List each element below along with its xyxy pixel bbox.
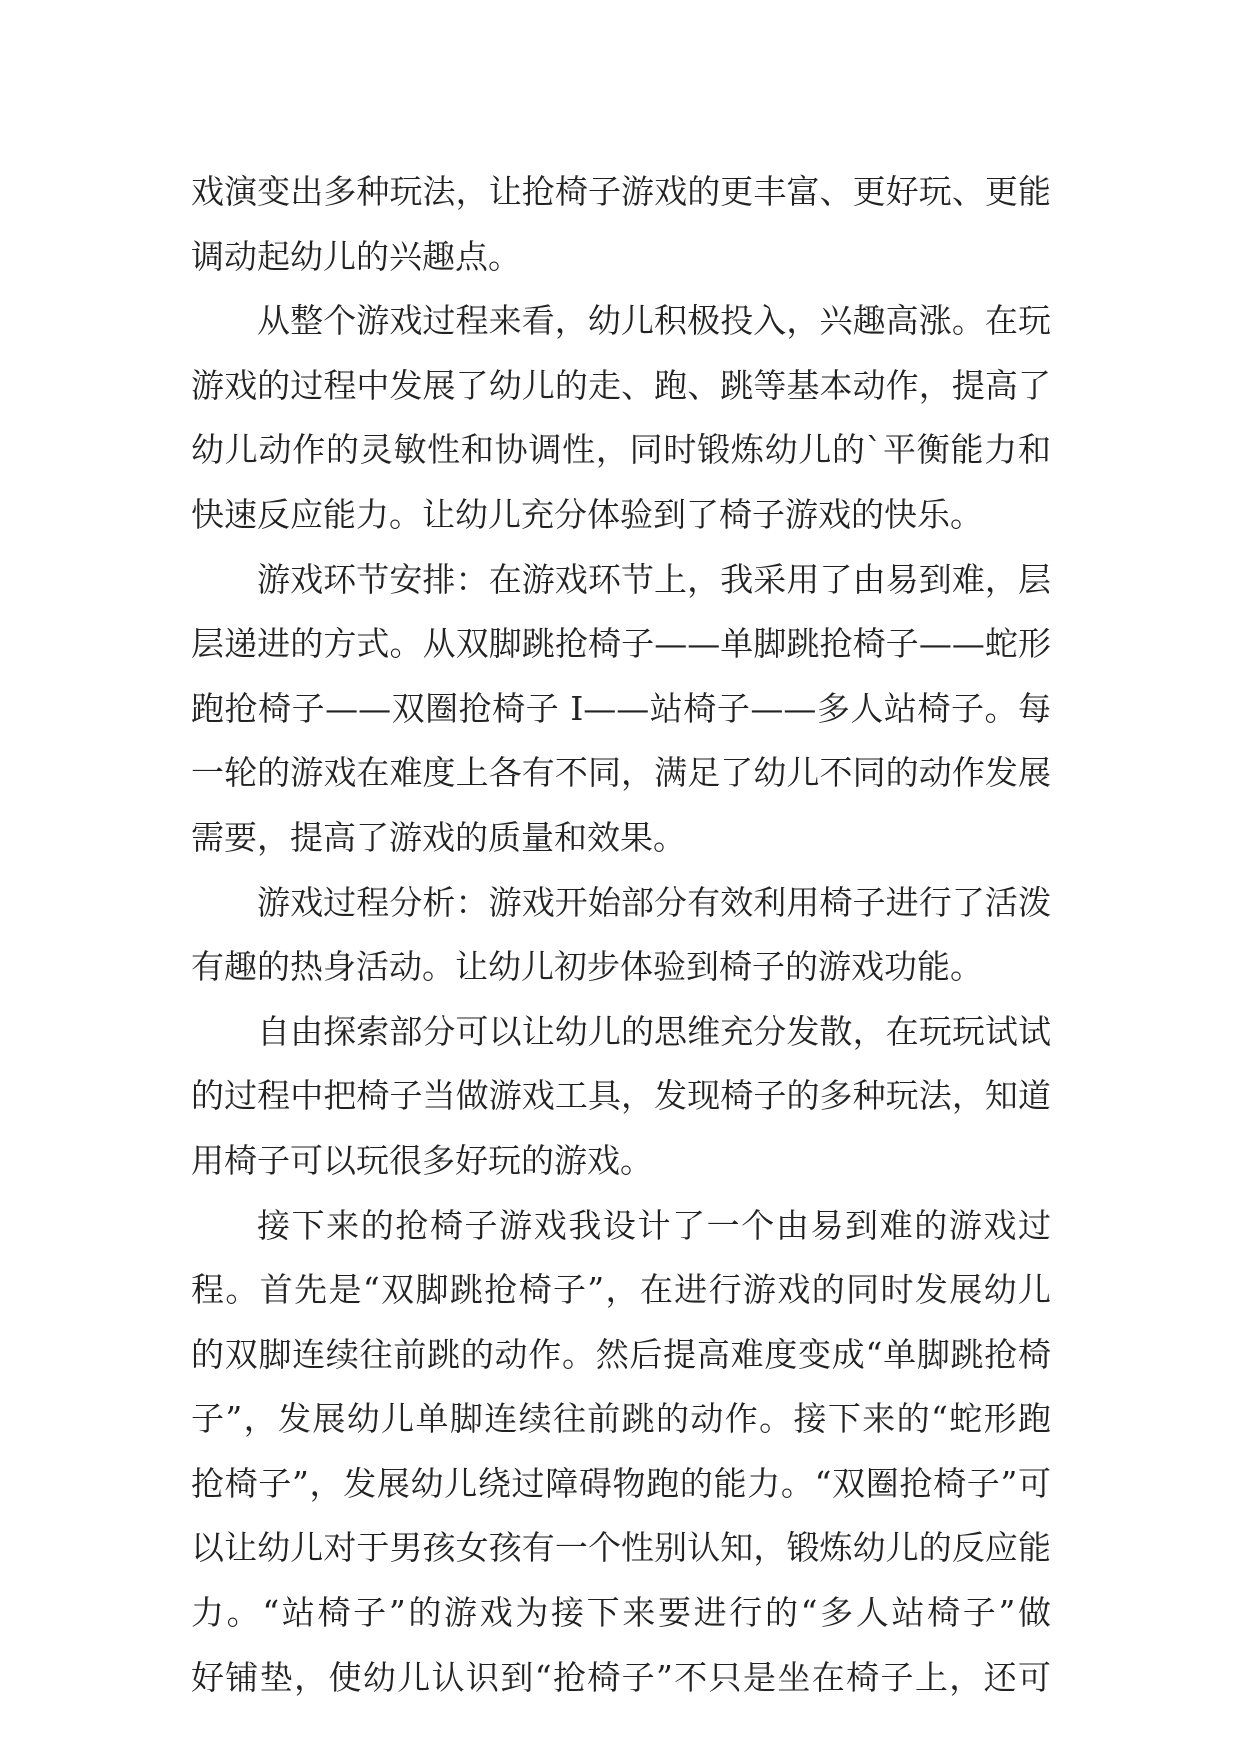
text-line: 好铺垫，使幼儿认识到“抢椅子”不只是坐在椅子上，还可 — [191, 1657, 1051, 1697]
text-line: 游戏的过程中发展了幼儿的走、跑、跳等基本动作，提高了 — [191, 365, 1051, 405]
text-line: 的过程中把椅子当做游戏工具，发现椅子的多种玩法，知道 — [191, 1076, 1051, 1116]
text-line: 需要，提高了游戏的质量和效果。 — [191, 817, 686, 857]
body-text — [191, 160, 1051, 1710]
text-line: 抢椅子”，发展幼儿绕过障碍物跑的能力。“双圈抢椅子”可 — [191, 1463, 1051, 1503]
text-line: 力。“站椅子”的游戏为接下来要进行的“多人站椅子”做 — [191, 1593, 1051, 1633]
text-line: 游戏环节安排：在游戏环节上，我采用了由易到难，层 — [257, 559, 1051, 599]
text-line: 程。首先是“双脚跳抢椅子”，在进行游戏的同时发展幼儿 — [191, 1270, 1051, 1310]
text-line: 子”，发展幼儿单脚连续往前跳的动作。接下来的“蛇形跑 — [191, 1399, 1051, 1439]
text-line: 的双脚连续往前跳的动作。然后提高难度变成“单脚跳抢椅 — [191, 1334, 1051, 1374]
text-line: 层递进的方式。从双脚跳抢椅子——单脚跳抢椅子——蛇形 — [191, 624, 1051, 664]
text-line: 有趣的热身活动。让幼儿初步体验到椅子的游戏功能。 — [191, 947, 983, 987]
text-line: 接下来的抢椅子游戏我设计了一个由易到难的游戏过 — [257, 1205, 1051, 1245]
text-line: 自由探索部分可以让幼儿的思维充分发散，在玩玩试试 — [257, 1011, 1051, 1051]
text-line: 幼儿动作的灵敏性和协调性，同时锻炼幼儿的`平衡能力和 — [191, 430, 1051, 470]
text-line: 跑抢椅子——双圈抢椅子 I——站椅子——多人站椅子。每 — [191, 688, 1051, 728]
text-line: 以让幼儿对于男孩女孩有一个性别认知，锻炼幼儿的反应能 — [191, 1528, 1051, 1568]
text-line: 戏演变出多种玩法，让抢椅子游戏的更丰富、更好玩、更能 — [191, 172, 1051, 211]
text-line: 游戏过程分析：游戏开始部分有效利用椅子进行了活泼 — [257, 882, 1051, 922]
text-line: 调动起幼儿的兴趣点。 — [191, 236, 521, 276]
text-line: 一轮的游戏在难度上各有不同，满足了幼儿不同的动作发展 — [191, 753, 1051, 793]
text-line: 快速反应能力。让幼儿充分体验到了椅子游戏的快乐。 — [191, 494, 983, 534]
text-line: 从整个游戏过程来看，幼儿积极投入，兴趣高涨。在玩 — [257, 301, 1051, 341]
text-line: 用椅子可以玩很多好玩的游戏。 — [191, 1140, 653, 1180]
